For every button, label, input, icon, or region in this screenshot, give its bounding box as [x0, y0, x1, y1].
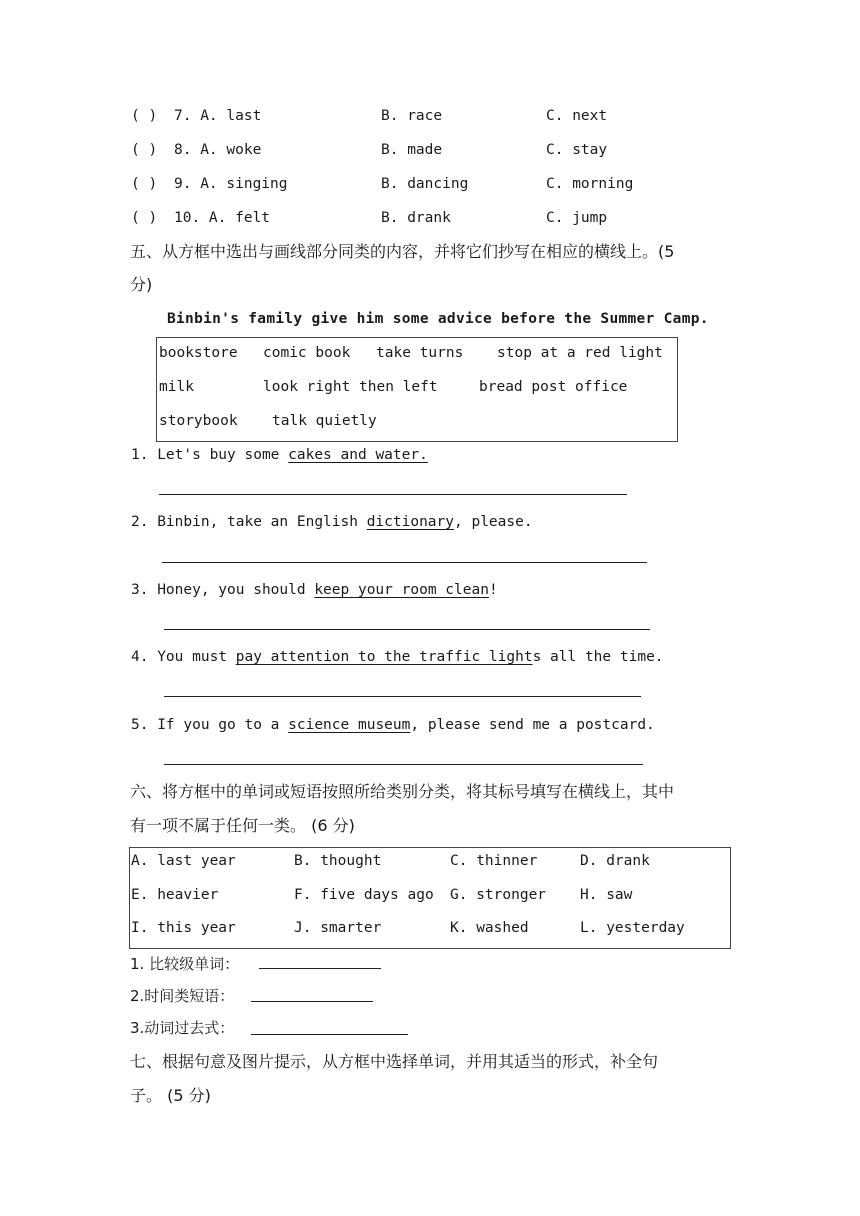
- category-time: 2.时间类短语：: [130, 987, 235, 1005]
- grid-item: J. smarter: [294, 920, 382, 936]
- option-b: B. race: [381, 108, 443, 124]
- grid-item: L. yesterday: [580, 920, 685, 936]
- grid-item: E. heavier: [131, 887, 219, 903]
- grid-item: I. this year: [131, 920, 236, 936]
- option-b: B. dancing: [381, 176, 469, 192]
- section7-title-cont: 子。 (5 分): [130, 1086, 211, 1105]
- word-option: bread post office: [479, 379, 628, 395]
- answer-paren[interactable]: ( ): [131, 210, 158, 226]
- answer-line-2[interactable]: [162, 562, 647, 563]
- answer-paren[interactable]: ( ): [131, 108, 158, 124]
- option-c: C. stay: [546, 142, 608, 158]
- grid-item: B. thought: [294, 853, 382, 869]
- option-b: B. made: [381, 142, 443, 158]
- grid-item: H. saw: [580, 887, 633, 903]
- question-8: 8. A. woke: [174, 142, 262, 158]
- section5-title: 五、从方框中选出与画线部分同类的内容，并将它们抄写在相应的横线上。(5: [130, 242, 675, 261]
- grid-item: G. stronger: [450, 887, 547, 903]
- section6-title: 六、将方框中的单词或短语按照所给类别分类，将其标号填写在横线上，其中: [130, 782, 675, 801]
- sentence-1: 1. Let's buy some cakes and water.: [131, 447, 428, 463]
- question-9: 9. A. singing: [174, 176, 288, 192]
- word-option: comic book: [263, 345, 351, 361]
- option-b: B. drank: [381, 210, 451, 226]
- section5-title-cont: 分): [130, 275, 153, 294]
- grid-item: D. drank: [580, 853, 650, 869]
- word-option: look right then left: [263, 379, 438, 395]
- word-option: talk quietly: [272, 413, 377, 429]
- sentence-5: 5. If you go to a science museum, please send me a postcard.: [131, 717, 655, 733]
- sentence-4: 4. You must pay attention to the traffic lights all the time.: [131, 649, 664, 665]
- section6-title-cont: 有一项不属于任何一类。 (6 分): [130, 816, 355, 835]
- answer-line-5[interactable]: [164, 764, 643, 765]
- sentence-3: 3. Honey, you should keep your room clean!: [131, 582, 498, 598]
- word-option: milk: [159, 379, 194, 395]
- category-line-1[interactable]: [259, 968, 381, 969]
- word-option: take turns: [376, 345, 464, 361]
- word-option: bookstore: [159, 345, 238, 361]
- category-comparative: 1. 比较级单词：: [130, 955, 240, 973]
- question-7: 7. A. last: [174, 108, 262, 124]
- answer-line-1[interactable]: [159, 494, 627, 495]
- option-c: C. jump: [546, 210, 608, 226]
- sentence-2: 2. Binbin, take an English dictionary, please.: [131, 514, 533, 530]
- category-line-2[interactable]: [251, 1001, 373, 1002]
- word-option: storybook: [159, 413, 238, 429]
- grid-item: C. thinner: [450, 853, 538, 869]
- question-10: 10. A. felt: [174, 210, 271, 226]
- answer-paren[interactable]: ( ): [131, 142, 158, 158]
- option-c: C. next: [546, 108, 608, 124]
- answer-paren[interactable]: ( ): [131, 176, 158, 192]
- word-option: stop at a red light: [497, 345, 663, 361]
- category-past-tense: 3.动词过去式：: [130, 1019, 235, 1037]
- category-line-3[interactable]: [251, 1034, 408, 1035]
- grid-item: A. last year: [131, 853, 236, 869]
- option-c: C. morning: [546, 176, 634, 192]
- section7-title: 七、根据句意及图片提示，从方框中选择单词，并用其适当的形式，补全句: [130, 1052, 659, 1071]
- grid-item: K. washed: [450, 920, 529, 936]
- grid-item: F. five days ago: [294, 887, 434, 903]
- answer-line-4[interactable]: [164, 696, 641, 697]
- section5-subtitle: Binbin's family give him some advice before the Summer Camp.: [167, 311, 709, 327]
- answer-line-3[interactable]: [164, 629, 650, 630]
